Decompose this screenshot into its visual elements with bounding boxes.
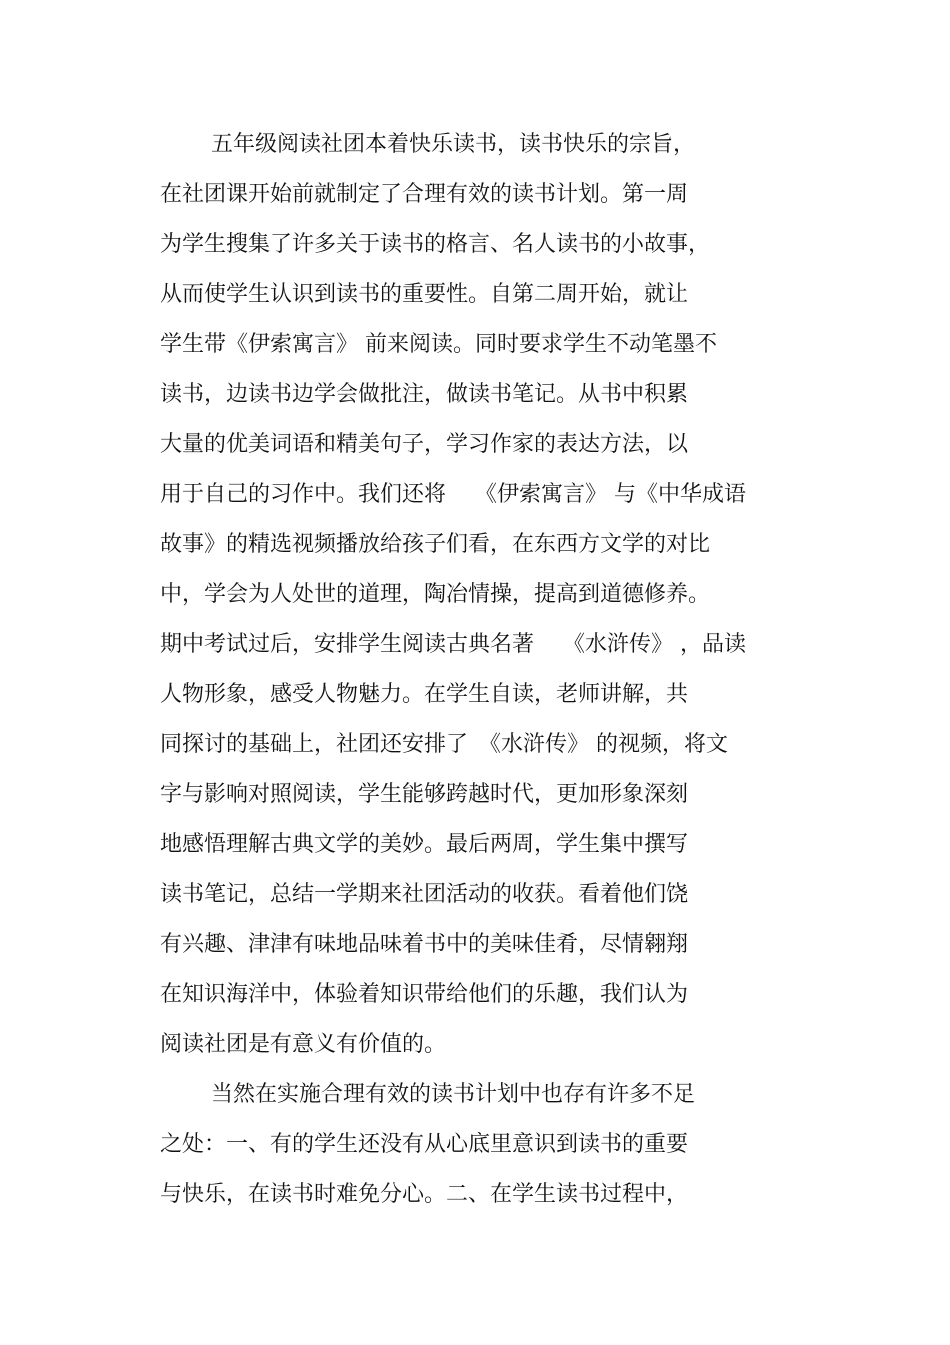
text-line: 期中考试过后，安排学生阅读古典名著 《水浒传》 ，品读: [160, 632, 746, 657]
text-line: 读书，边读书边学会做批注，做读书笔记。从书中积累: [160, 382, 689, 407]
text-line: 有兴趣、津津有味地品味着书中的美味佳肴，尽情翱翔: [160, 932, 689, 957]
paragraph-1: [160, 120, 800, 1070]
text-line: 故事》的精选视频播放给孩子们看，在东西方文学的对比: [160, 532, 711, 557]
text-line: 阅读社团是有意义有价值的。: [160, 1032, 447, 1057]
text-line: 为学生搜集了许多关于读书的格言、名人读书的小故事，: [160, 232, 711, 257]
text-line: 人物形象，感受人物魅力。在学生自读，老师讲解，共: [160, 682, 689, 707]
text-line: 中，学会为人处世的道理，陶冶情操，提高到道德修养。: [160, 582, 711, 607]
text-line: 用于自己的习作中。我们还将 《伊索寓言》 与《中华成语: [160, 482, 746, 507]
text-line: 之处：一、有的学生还没有从心底里意识到读书的重要: [160, 1132, 689, 1157]
text-line: 字与影响对照阅读，学生能够跨越时代，更加形象深刻: [160, 782, 689, 807]
text-line: 地感悟理解古典文学的美妙。最后两周，学生集中撰写: [160, 832, 689, 857]
text-line: 从而使学生认识到读书的重要性。自第二周开始，就让: [160, 282, 689, 307]
text-line: 读书笔记，总结一学期来社团活动的收获。看着他们饶: [160, 882, 689, 907]
text-line: 大量的优美词语和精美句子，学习作家的表达方法，以: [160, 432, 689, 457]
text-line: 与快乐，在读书时难免分心。二、在学生读书过程中，: [160, 1182, 689, 1207]
paragraph-2: [160, 1070, 800, 1220]
text-line: 同探讨的基础上，社团还安排了 《水浒传》 的视频，将文: [160, 732, 728, 757]
body-text: [160, 120, 800, 1220]
text-line: 当然在实施合理有效的读书计划中也存有许多不足: [211, 1082, 696, 1107]
text-line: 在社团课开始前就制定了合理有效的读书计划。第一周: [160, 182, 689, 207]
text-line: 在知识海洋中，体验着知识带给他们的乐趣，我们认为: [160, 982, 689, 1007]
text-line: 学生带《伊索寓言》 前来阅读。同时要求学生不动笔墨不: [160, 332, 717, 357]
text-line: 五年级阅读社团本着快乐读书，读书快乐的宗旨，: [211, 132, 696, 157]
